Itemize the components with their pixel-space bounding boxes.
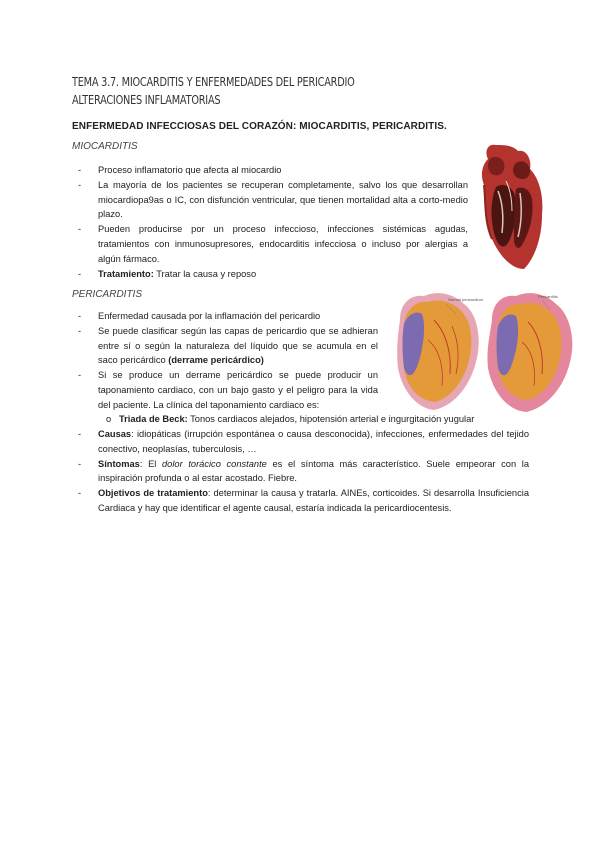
list-item: - Si se produce un derrame pericárdico se puede producir un taponamiento cardiaco, con un bajo gasto y el peligro para la vida del paciente. La clínica del taponamiento cardiaco es: <box>72 368 378 412</box>
pericarditis-label: PERICARDITIS <box>72 289 143 300</box>
heart-illustration <box>476 141 546 272</box>
page-subtitle: ALTERACIONES INFLAMATORIAS <box>72 92 221 107</box>
page-title: TEMA 3.7. MIOCARDITIS Y ENFERMEDADES DEL PERICARDIO <box>72 74 355 89</box>
section-heading: ENFERMEDAD INFECCIOSAS DEL CORAZÓN: MIOCARDITIS, PERICARDITIS. <box>72 121 447 132</box>
miocarditis-label: MIOCARDITIS <box>72 141 138 152</box>
bullet-marker: o <box>106 414 112 424</box>
list-item: - Síntomas: El dolor torácico constante es el síntoma más característico. Suele empeorar con la inspiración profunda o al estar acostado. Fiebre. <box>72 457 529 487</box>
normal-pericardium-heart <box>397 293 483 410</box>
list-item: - Pueden producirse por un proceso infeccioso, infecciones sistémicas agudas, tratamientos con inmunosupresores, endocarditis infecciosa o incluso por alergias a algún fármaco. <box>72 222 468 266</box>
list-item: - Tratamiento: Tratar la causa y reposo <box>72 267 468 282</box>
list-item: - Se puede clasificar según las capas de pericardio que se adhieran entre sí o según la naturaleza del líquido que se acumula en el saco pericárdico (derrame pericárdico) <box>72 324 378 368</box>
miocarditis-list <box>72 163 468 281</box>
pericarditis-label: Pericarditis <box>538 294 558 299</box>
list-item: - Enfermedad causada por la inflamación del pericardio <box>72 309 378 324</box>
normal-pericardium-label: Normal pericardium <box>448 297 483 302</box>
pericardium-comparison-illustration <box>394 290 580 414</box>
list-item: - Proceso inflamatorio que afecta al miocardio <box>72 163 468 178</box>
pericarditis-list <box>72 309 378 413</box>
pericarditis-heart <box>487 293 572 412</box>
list-item: - Objetivos de tratamiento: determinar la causa y tratarla. AINEs, corticoides. Si desarrolla Insuficiencia Cardiaca y hay que identificar el agente causal, estaría indicada la pericardiocentesis. <box>72 486 529 516</box>
list-item: - Causas: idiopáticas (irrupción espontánea o causa desconocida), infecciones, enfermedades del tejido conectivo, neoplasías, tuberculosis, … <box>72 427 529 457</box>
pericarditis-list-continued <box>72 427 529 516</box>
list-item: - La mayoría de los pacientes se recuperan completamente, salvo los que desarrollan miocardiopa9as o IC, con disfunción ventricular, que tienen mortalidad alta a corto-medio plazo. <box>72 178 468 222</box>
